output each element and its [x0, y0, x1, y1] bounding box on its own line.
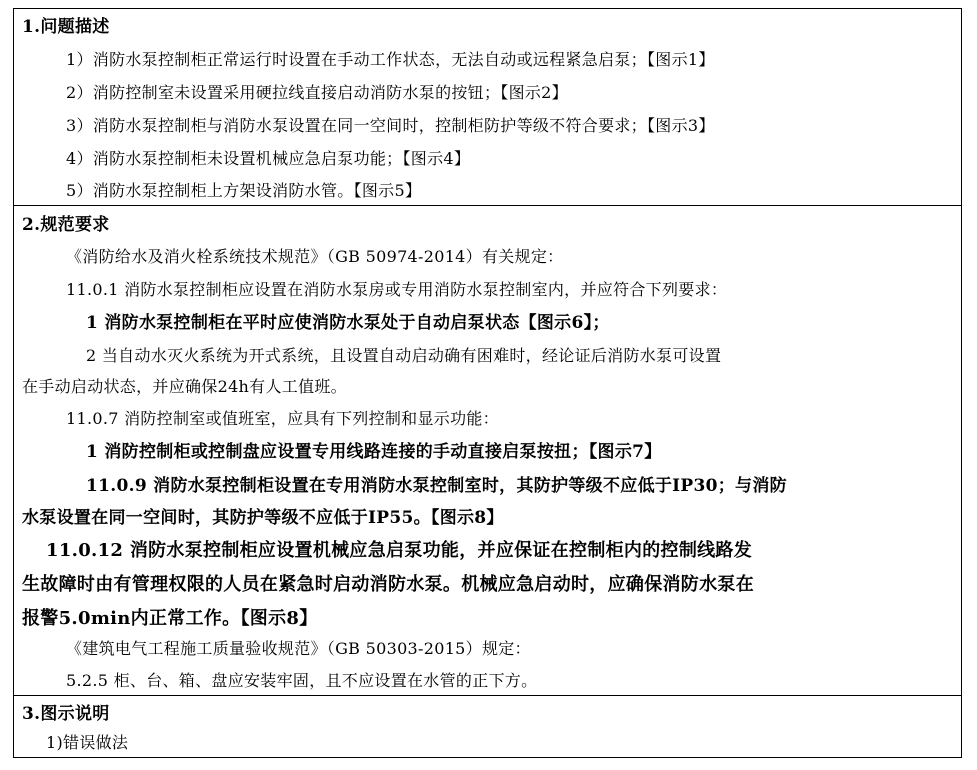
section-problem-description — [14, 9, 961, 205]
section-title: 2.规范要求 — [22, 215, 110, 235]
section-illustration-notes — [14, 695, 961, 757]
standard-citation: 《消防给水及消火栓系统技术规范》（GB 50974-2014）有关规定： — [66, 247, 564, 266]
section-standard-requirements — [14, 205, 961, 695]
clause-text: 5.2.5 柜、台、箱、盘应安装牢固，且不应设置在水管的正下方。 — [66, 671, 538, 690]
clause-text: 1 消防控制柜或控制盘应设置专用线路连接的手动直接启泵按扭；【图示7】 — [86, 442, 662, 462]
problem-item: 2）消防控制室未设置采用硬拉线直接启动消防水泵的按钮；【图示2】 — [66, 83, 568, 102]
clause-text: 报警5.0min内正常工作。【图示8】 — [22, 608, 318, 629]
section-title: 1.问题描述 — [22, 17, 110, 37]
clause-text: 11.0.9 消防水泵控制柜设置在专用消防水泵控制室时，其防护等级不应低于IP30；与消防 — [86, 476, 787, 496]
clause-text: 11.0.12 消防水泵控制柜应设置机械应急启泵功能，并应保证在控制柜内的控制线路发 — [46, 540, 753, 561]
clause-text: 水泵设置在同一空间时，其防护等级不应低于IP55。【图示8】 — [22, 508, 504, 528]
section-title: 3.图示说明 — [22, 704, 110, 724]
clause-text: 生故障时由有管理权限的人员在紧急时启动消防水泵。机械应急启动时，应确保消防水泵在 — [22, 574, 754, 595]
problem-item: 3）消防水泵控制柜与消防水泵设置在同一空间时，控制柜防护等级不符合要求；【图示3】 — [66, 116, 715, 135]
standard-citation: 《建筑电气工程施工质量验收规范》（GB 50303-2015）规定： — [66, 639, 531, 658]
problem-item: 5）消防水泵控制柜上方架设消防水管。【图示5】 — [66, 181, 422, 200]
problem-item: 4）消防水泵控制柜未设置机械应急启泵功能；【图示4】 — [66, 149, 471, 168]
clause-text: 11.0.7 消防控制室或值班室，应具有下列控制和显示功能： — [66, 409, 499, 428]
document-table — [13, 8, 962, 758]
clause-text: 2 当自动水灭火系统为开式系统，且设置自动启动确有困难时，经论证后消防水泵可设置 — [86, 346, 722, 365]
illustration-item: 1)错误做法 — [46, 733, 129, 752]
clause-text: 11.0.1 消防水泵控制柜应设置在消防水泵房或专用消防水泵控制室内，并应符合下列要求： — [66, 280, 728, 299]
clause-text: 1 消防水泵控制柜在平时应使消防水泵处于自动启泵状态【图示6】； — [86, 313, 610, 333]
clause-text: 在手动启动状态，并应确保24h有人工值班。 — [22, 377, 347, 396]
problem-item: 1）消防水泵控制柜正常运行时设置在手动工作状态，无法自动或远程紧急启泵；【图示1】 — [66, 50, 715, 69]
